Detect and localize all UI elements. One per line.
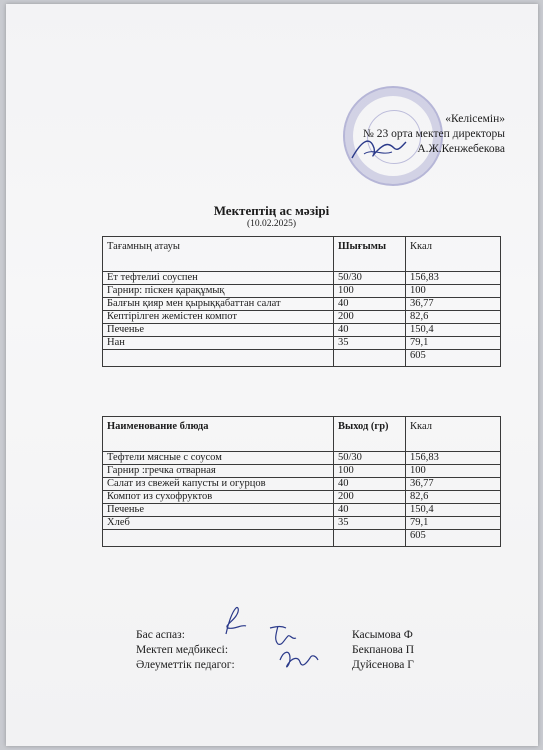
empty-cell bbox=[334, 350, 406, 367]
dish-cell: Тефтели мясные с соусом bbox=[103, 452, 334, 465]
kcal-cell: 156,83 bbox=[406, 272, 501, 285]
role-chef: Бас аспаз: bbox=[136, 629, 185, 641]
table-row bbox=[103, 272, 501, 285]
approval-line-1: «Келісемін» bbox=[445, 113, 505, 125]
dish-cell: Нан bbox=[103, 337, 334, 350]
portion-cell: 200 bbox=[334, 491, 406, 504]
table-header-row bbox=[103, 237, 501, 272]
menu-table-kz bbox=[102, 236, 501, 367]
name-social-pedagogue: Дуйсенова Г bbox=[352, 659, 414, 671]
table-row bbox=[103, 298, 501, 311]
menu-date: (10.02.2025) bbox=[246, 219, 297, 229]
table-row bbox=[103, 465, 501, 478]
table-row bbox=[103, 311, 501, 324]
dish-cell: Хлеб bbox=[103, 517, 334, 530]
empty-cell bbox=[334, 530, 406, 547]
table-row bbox=[103, 478, 501, 491]
signature-names bbox=[352, 628, 414, 673]
portion-cell: 100 bbox=[334, 465, 406, 478]
total-row bbox=[103, 350, 501, 367]
dish-cell: Салат из свежей капусты и огурцов bbox=[103, 478, 334, 491]
dish-cell: Печенье bbox=[103, 504, 334, 517]
approval-line-3: А.Ж.Кенжебекова bbox=[417, 143, 505, 155]
kcal-cell: 150,4 bbox=[406, 324, 501, 337]
portion-cell: 35 bbox=[334, 517, 406, 530]
header-portion: Выход (гр) bbox=[334, 417, 406, 452]
header-portion: Шығымы bbox=[334, 237, 406, 272]
portion-cell: 50/30 bbox=[334, 272, 406, 285]
header-kcal: Ккал bbox=[406, 417, 501, 452]
dish-cell: Кептірілген жемістен компот bbox=[103, 311, 334, 324]
table-row bbox=[103, 324, 501, 337]
portion-cell: 40 bbox=[334, 478, 406, 491]
role-nurse: Мектеп медбикесі: bbox=[136, 644, 229, 656]
kcal-cell: 36,77 bbox=[406, 298, 501, 311]
name-chef: Касымова Ф bbox=[352, 629, 413, 641]
kcal-cell: 36,77 bbox=[406, 478, 501, 491]
kcal-cell: 100 bbox=[406, 285, 501, 298]
approval-line-2: № 23 орта мектеп директоры bbox=[362, 128, 505, 140]
empty-cell bbox=[103, 350, 334, 367]
portion-cell: 35 bbox=[334, 337, 406, 350]
portion-cell: 40 bbox=[334, 324, 406, 337]
title-block bbox=[0, 203, 543, 229]
role-social-pedagogue: Әлеуметтік педагог: bbox=[136, 659, 235, 671]
dish-cell: Балғын қияр мен қырыққабаттан салат bbox=[103, 298, 334, 311]
header-kcal: Ккал bbox=[406, 237, 501, 272]
table-row bbox=[103, 504, 501, 517]
dish-cell: Гарнир :гречка отварная bbox=[103, 465, 334, 478]
kcal-cell: 100 bbox=[406, 465, 501, 478]
kcal-cell: 82,6 bbox=[406, 491, 501, 504]
total-kcal: 605 bbox=[406, 530, 501, 547]
portion-cell: 50/30 bbox=[334, 452, 406, 465]
table-row bbox=[103, 337, 501, 350]
chef-signature bbox=[216, 604, 252, 638]
name-nurse: Бекпанова П bbox=[352, 644, 415, 656]
kcal-cell: 82,6 bbox=[406, 311, 501, 324]
menu-table-ru bbox=[102, 416, 501, 547]
page-title: Мектептің ас мәзірі bbox=[213, 203, 330, 218]
total-row bbox=[103, 530, 501, 547]
table-row bbox=[103, 452, 501, 465]
table-row bbox=[103, 491, 501, 504]
dish-cell: Компот из сухофруктов bbox=[103, 491, 334, 504]
dish-cell: Печенье bbox=[103, 324, 334, 337]
kcal-cell: 150,4 bbox=[406, 504, 501, 517]
kcal-cell: 79,1 bbox=[406, 517, 501, 530]
kcal-cell: 79,1 bbox=[406, 337, 501, 350]
social-pedagogue-signature bbox=[276, 646, 322, 674]
kcal-cell: 156,83 bbox=[406, 452, 501, 465]
table-row bbox=[103, 517, 501, 530]
table-row bbox=[103, 285, 501, 298]
dish-cell: Ет тефтелиі соуспен bbox=[103, 272, 334, 285]
portion-cell: 40 bbox=[334, 298, 406, 311]
portion-cell: 100 bbox=[334, 285, 406, 298]
table-header-row bbox=[103, 417, 501, 452]
header-dish: Наименование блюда bbox=[103, 417, 334, 452]
portion-cell: 40 bbox=[334, 504, 406, 517]
dish-cell: Гарнир: піскен қарақұмық bbox=[103, 285, 334, 298]
header-dish: Тағамның атауы bbox=[103, 237, 334, 272]
portion-cell: 200 bbox=[334, 311, 406, 324]
director-signature bbox=[348, 130, 408, 166]
empty-cell bbox=[103, 530, 334, 547]
total-kcal: 605 bbox=[406, 350, 501, 367]
